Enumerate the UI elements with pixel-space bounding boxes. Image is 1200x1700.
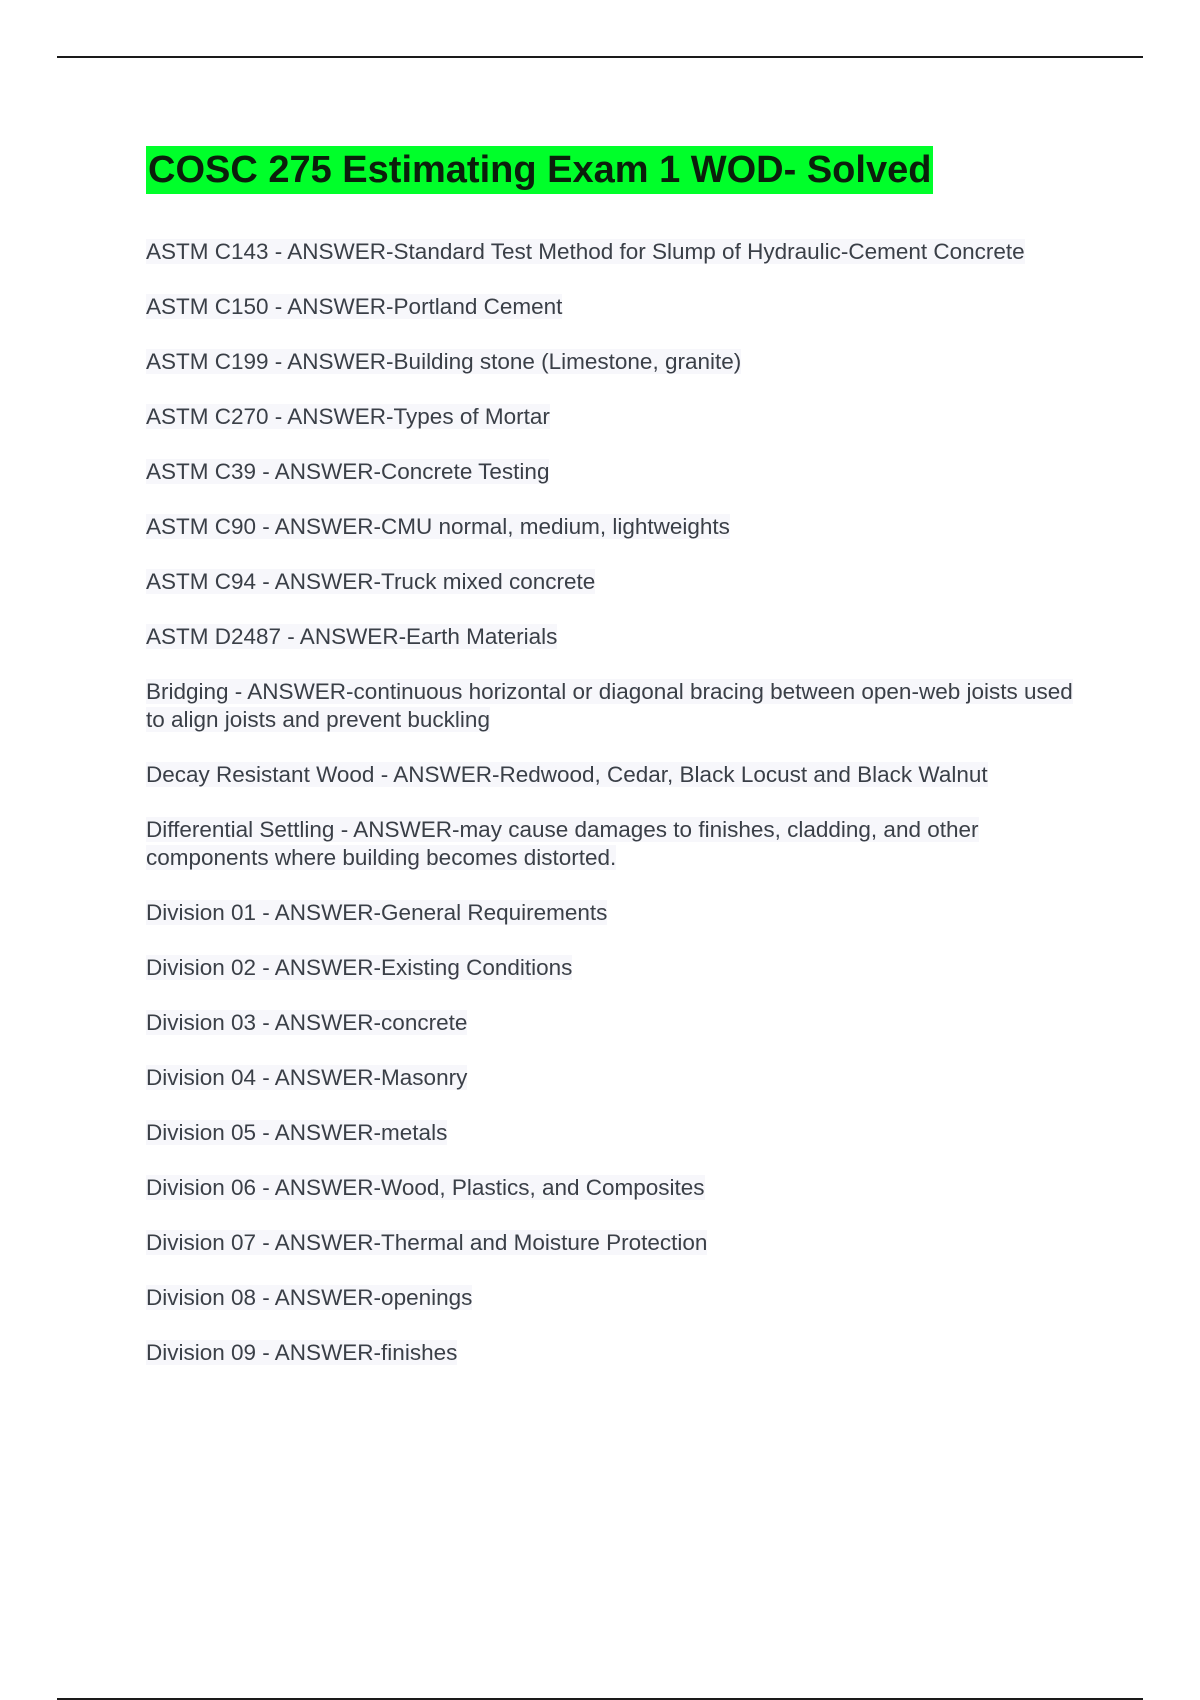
- qa-entry: [146, 348, 1096, 376]
- qa-entry: [146, 568, 1096, 596]
- header-rule: [57, 56, 1143, 58]
- qa-entry: [146, 1174, 1096, 1202]
- qa-entry-text: Division 02 - ANSWER-Existing Conditions: [146, 955, 573, 980]
- qa-entry-text: ASTM C199 - ANSWER-Building stone (Limestone, granite): [146, 349, 742, 374]
- qa-entry: [146, 1229, 1096, 1257]
- qa-entry: [146, 293, 1096, 321]
- qa-entry-text: Decay Resistant Wood - ANSWER-Redwood, Cedar, Black Locust and Black Walnut: [146, 762, 988, 787]
- qa-entry-text: ASTM C150 - ANSWER-Portland Cement: [146, 294, 563, 319]
- qa-entry-text: Division 04 - ANSWER-Masonry: [146, 1065, 468, 1090]
- qa-entry: [146, 761, 1096, 789]
- qa-entry-text: Bridging - ANSWER-continuous horizontal or diagonal bracing between open-web joists used to align joists and prevent buckling: [146, 679, 1073, 732]
- qa-entry-text: Division 07 - ANSWER-Thermal and Moisture Protection: [146, 1230, 708, 1255]
- title-container: [146, 146, 933, 194]
- qa-entry: [146, 1119, 1096, 1147]
- qa-entry-text: Division 01 - ANSWER-General Requirements: [146, 900, 608, 925]
- qa-entry: [146, 623, 1096, 651]
- qa-entry: [146, 954, 1096, 982]
- qa-entry: [146, 678, 1096, 734]
- qa-entry-text: ASTM C143 - ANSWER-Standard Test Method for Slump of Hydraulic-Cement Concrete: [146, 239, 1025, 264]
- qa-entry: [146, 513, 1096, 541]
- qa-entry-text: ASTM D2487 - ANSWER-Earth Materials: [146, 624, 558, 649]
- qa-entry-text: Division 09 - ANSWER-finishes: [146, 1340, 458, 1365]
- qa-entry-text: ASTM C90 - ANSWER-CMU normal, medium, lightweights: [146, 514, 730, 539]
- qa-entry-text: Division 06 - ANSWER-Wood, Plastics, and Composites: [146, 1175, 705, 1200]
- qa-entry: [146, 238, 1096, 266]
- qa-entry-text: ASTM C94 - ANSWER-Truck mixed concrete: [146, 569, 596, 594]
- qa-entry: [146, 1064, 1096, 1092]
- qa-list: [146, 238, 1096, 1394]
- qa-entry: [146, 1009, 1096, 1037]
- qa-entry: [146, 816, 1096, 872]
- qa-entry-text: Division 03 - ANSWER-concrete: [146, 1010, 468, 1035]
- qa-entry: [146, 899, 1096, 927]
- qa-entry: [146, 1284, 1096, 1312]
- qa-entry-text: Division 08 - ANSWER-openings: [146, 1285, 473, 1310]
- qa-entry: [146, 458, 1096, 486]
- qa-entry-text: ASTM C39 - ANSWER-Concrete Testing: [146, 459, 550, 484]
- qa-entry: [146, 403, 1096, 431]
- qa-entry: [146, 1339, 1096, 1367]
- qa-entry-text: ASTM C270 - ANSWER-Types of Mortar: [146, 404, 550, 429]
- qa-entry-text: Division 05 - ANSWER-metals: [146, 1120, 448, 1145]
- qa-entry-text: Differential Settling - ANSWER-may cause damages to finishes, cladding, and other components where building becomes distorted.: [146, 817, 979, 870]
- document-title: COSC 275 Estimating Exam 1 WOD- Solved: [146, 146, 933, 194]
